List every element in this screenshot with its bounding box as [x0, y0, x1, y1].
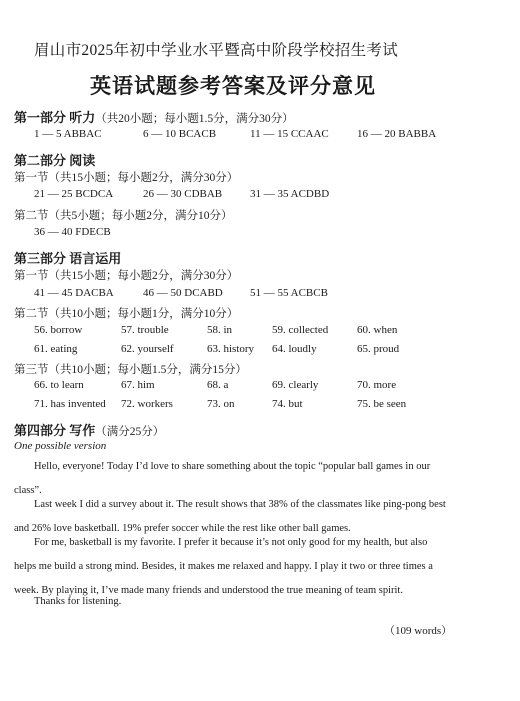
essay-paragraph: Last week I did a survey about it. The result shows that 38% of the classmates like ping-pong best and 26% love basketball. 19% prefer soccer while the rest like other ball games. — [14, 499, 446, 534]
part3-section1: 第一节（共15小题；每小题2分，满分30分） — [14, 270, 239, 282]
essay-paragraph: Thanks for listening. — [34, 596, 122, 607]
answer-item: 68. a — [207, 379, 229, 391]
answer-item: 56. borrow — [34, 324, 83, 336]
answer-item: 65. proud — [357, 343, 400, 355]
part3-heading: 第三部分 语言运用 — [14, 251, 122, 266]
part2-answer-3: 31 — 35 ACDBD — [250, 188, 330, 200]
part3-answer-1: 41 — 45 DACBA — [34, 287, 114, 299]
answer-item: 58. in — [207, 324, 233, 336]
part3-answer-2: 46 — 50 DCABD — [143, 287, 223, 299]
answer-item: 71. has invented — [34, 398, 106, 410]
part1-answer-1: 1 — 5 ABBAC — [34, 128, 102, 140]
part2-answer-4: 36 — 40 FDECB — [34, 226, 111, 238]
exam-title: 眉山市2025年初中学业水平暨高中阶段学校招生考试 — [34, 42, 399, 59]
part3-section3: 第三节（共10小题；每小题1.5分，满分15分） — [14, 364, 247, 376]
part2-answer-1: 21 — 25 BCDCA — [34, 188, 114, 200]
answer-item: 75. be seen — [357, 398, 407, 410]
answer-item: 74. but — [272, 398, 303, 410]
answer-item: 72. workers — [121, 398, 173, 410]
part2-section1: 第一节（共15小题；每小题2分，满分30分） — [14, 172, 239, 184]
answer-item: 59. collected — [272, 324, 329, 336]
document-title: 英语试题参考答案及评分意见 — [90, 74, 376, 98]
answer-item: 60. when — [357, 324, 398, 336]
part1-title: 第一部分 听力 — [14, 110, 96, 125]
part1-note: （共20小题；每小题1.5分，满分30分） — [95, 113, 294, 125]
part2-heading: 第二部分 阅读 — [14, 153, 96, 168]
answer-item: 62. yourself — [121, 343, 174, 355]
part1-answer-3: 11 — 15 CCAAC — [250, 128, 329, 140]
answer-item: 73. on — [207, 398, 235, 410]
part4-note: （满分25分） — [95, 426, 165, 438]
answer-item: 57. trouble — [121, 324, 169, 336]
part3-answer-3: 51 — 55 ACBCB — [250, 287, 328, 299]
essay-paragraph: Hello, everyone! Today I’d love to share something about the topic “popular ball games in our class”. — [14, 461, 431, 496]
answer-item: 69. clearly — [272, 379, 319, 391]
part2-section2: 第二节（共5小题；每小题2分，满分10分） — [14, 210, 233, 222]
answer-item: 61. eating — [34, 343, 78, 355]
part2-answer-2: 26 — 30 CDBAB — [143, 188, 223, 200]
part4-heading — [14, 420, 164, 439]
answer-item: 66. to learn — [34, 379, 84, 391]
answer-item: 64. loudly — [272, 343, 317, 355]
version-label: One possible version — [14, 440, 107, 452]
part3-section2: 第二节（共10小题；每小题1分，满分10分） — [14, 308, 239, 320]
part1-heading — [14, 107, 294, 126]
word-count: （109 words） — [384, 625, 453, 637]
answer-item: 63. history — [207, 343, 255, 355]
part4-title: 第四部分 写作 — [14, 423, 96, 438]
answer-item: 70. more — [357, 379, 397, 391]
essay-paragraph: For me, basketball is my favorite. I prefer it because it’s not only good for my health, but also helps me build a strong mind. Besides, it makes me relaxed and happy. I play it two or three times a week. By playing it, I’ve made many friends and understood the true meaning of team spirit. — [14, 537, 433, 596]
part1-answer-2: 6 — 10 BCACB — [143, 128, 217, 140]
part1-answer-4: 16 — 20 BABBA — [357, 128, 437, 140]
answer-item: 67. him — [121, 379, 155, 391]
